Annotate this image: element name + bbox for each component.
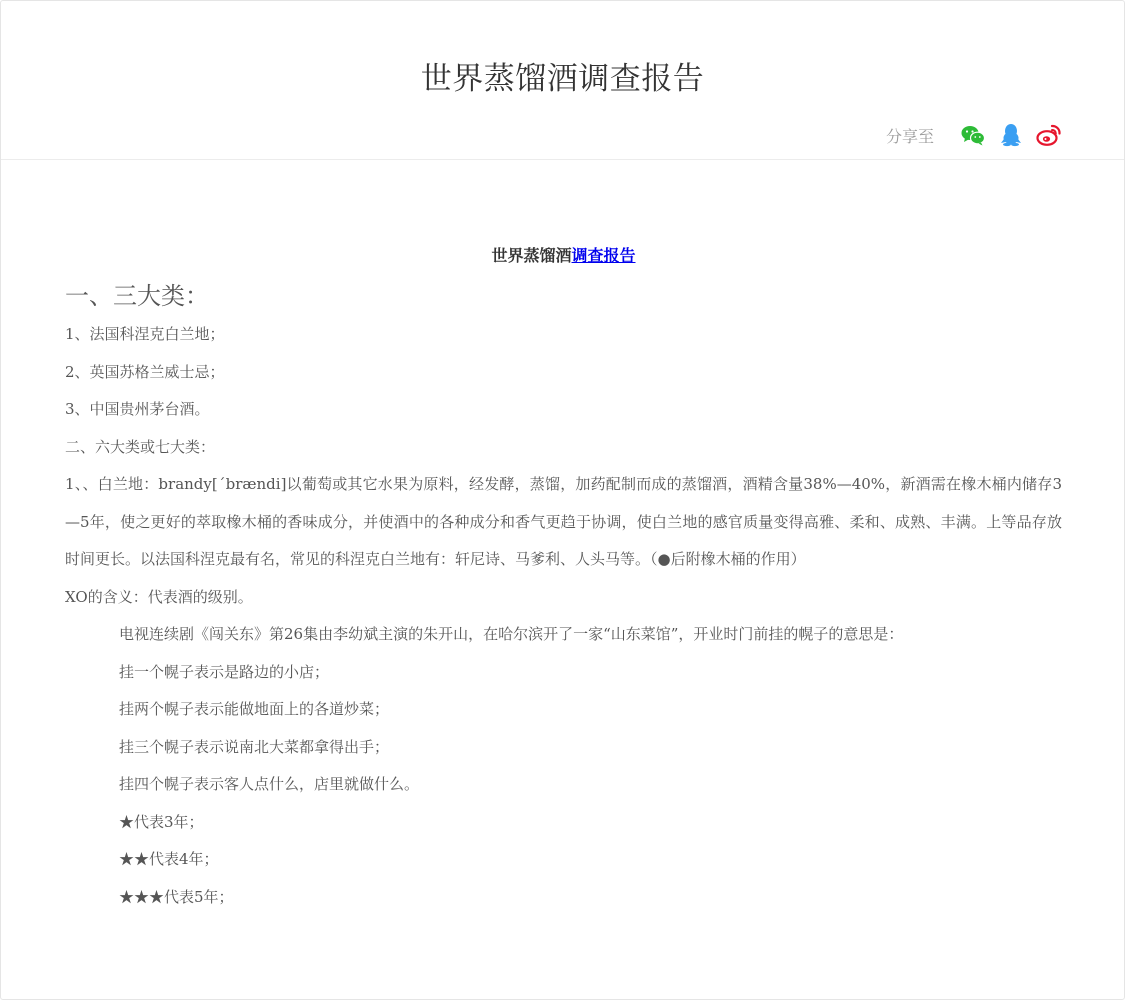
brandy-paragraph: 1、、白兰地：brandy[ˊbrændi]以葡萄或其它水果为原料，经发酵，蒸馏，加药配制而成的蒸馏酒，酒精含量38%—40%，新酒需在橡木桶内储存3—5年，使之更好的萃取橡木桶的香味成分，并使酒中的各种成分和香气更趋于协调，使白兰地的感官质量变得高雅、柔和、成熟、丰满。上等品存放时间更长。以法国科涅克最有名，常见的科涅克白兰地有：轩尼诗、马爹利、人头马等。（●后附橡木桶的作用）	[65, 475, 1062, 568]
article-body	[65, 243, 1062, 916]
list-item: 3、中国贵州茅台酒。	[65, 400, 210, 418]
list-item: ★★代表4年；	[119, 850, 219, 868]
share-bar	[886, 122, 1062, 148]
page-title: 世界蒸馏酒调查报告	[420, 61, 705, 97]
article-subtitle	[65, 243, 1062, 269]
list-item: ★★★代表5年；	[119, 887, 234, 906]
list-item: 2、英国苏格兰威士忌；	[65, 362, 225, 381]
survey-report-link[interactable]: 调查报告	[571, 246, 636, 265]
section-heading-three-categories: 一、三大类：	[65, 282, 209, 310]
weibo-icon[interactable]	[1036, 122, 1062, 148]
list-item: 挂三个幌子表示说南北大菜都拿得出手；	[119, 737, 390, 756]
qq-icon[interactable]	[998, 122, 1024, 148]
list-item: ★代表3年；	[119, 812, 204, 831]
share-label: 分享至	[885, 126, 934, 146]
list-item: 挂一个幌子表示是路边的小店；	[119, 662, 330, 681]
section-heading-six-categories: 二、六大类或七大类：	[65, 437, 216, 456]
wechat-icon[interactable]	[960, 122, 986, 148]
article-header	[1, 1, 1124, 160]
list-item: 挂四个幌子表示客人点什么，店里就做什么。	[119, 775, 420, 793]
list-item: 挂两个幌子表示能做地面上的各道炒菜；	[119, 700, 390, 718]
list-item: 1、法国科涅克白兰地；	[65, 325, 225, 343]
xo-meaning-line: XO的含义：代表酒的级别。	[65, 587, 253, 606]
tv-series-paragraph: 电视连续剧《闯关东》第26集由李幼斌主演的朱开山，在哈尔滨开了一家“山东菜馆”，开业时门前挂的幌子的意思是：	[119, 625, 904, 643]
subtitle-text: 世界蒸馏酒	[491, 246, 572, 265]
